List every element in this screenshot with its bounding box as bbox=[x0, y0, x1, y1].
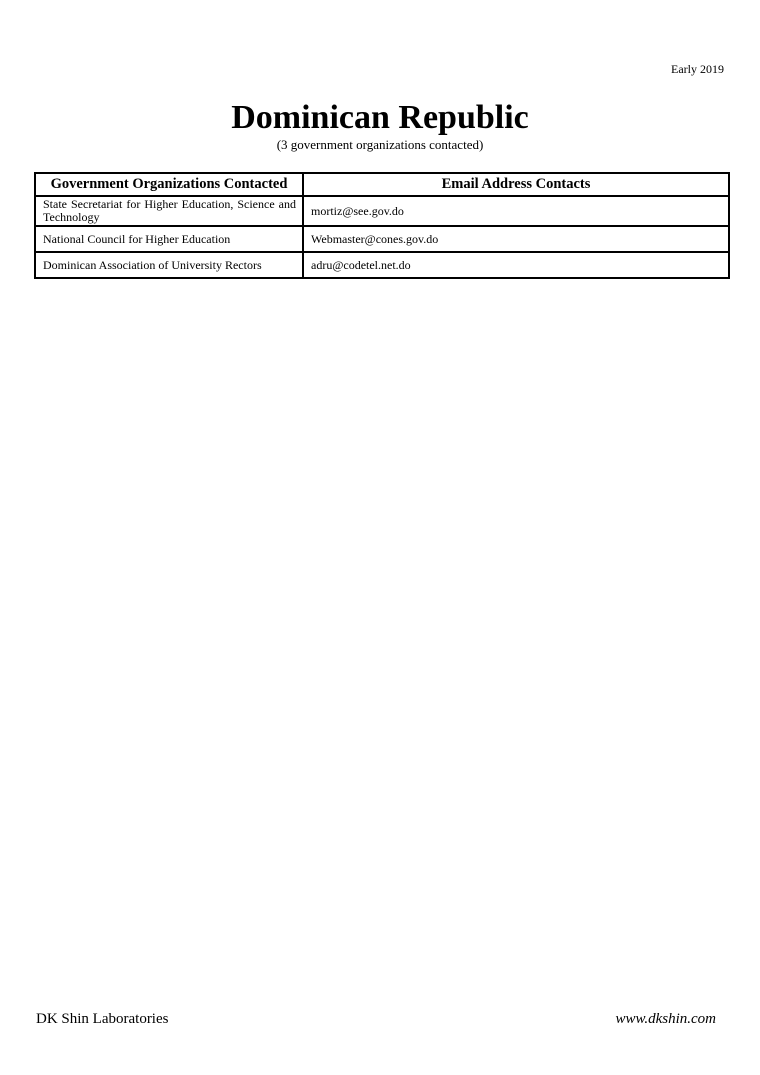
document-date: Early 2019 bbox=[671, 62, 724, 76]
column-header-organization: Government Organizations Contacted bbox=[35, 173, 303, 196]
footer-website: www.dkshin.com bbox=[615, 1011, 716, 1027]
organization-cell: National Council for Higher Education bbox=[35, 226, 303, 252]
column-header-email: Email Address Contacts bbox=[303, 173, 729, 196]
page-title: Dominican Republic bbox=[231, 99, 529, 136]
table-row bbox=[35, 196, 729, 226]
organization-cell: State Secretariat for Higher Education, Science and Technology bbox=[35, 196, 303, 226]
email-cell: mortiz@see.gov.do bbox=[303, 196, 729, 226]
table-row bbox=[35, 226, 729, 252]
contacts-table bbox=[34, 172, 730, 279]
email-cell: adru@codetel.net.do bbox=[303, 252, 729, 278]
table-header-row bbox=[35, 173, 729, 196]
table-row bbox=[35, 252, 729, 278]
page-subtitle: (3 government organizations contacted) bbox=[276, 137, 484, 152]
email-cell: Webmaster@cones.gov.do bbox=[303, 226, 729, 252]
footer-organization: DK Shin Laboratories bbox=[36, 1011, 169, 1027]
organization-cell: Dominican Association of University Rectors bbox=[35, 252, 303, 278]
